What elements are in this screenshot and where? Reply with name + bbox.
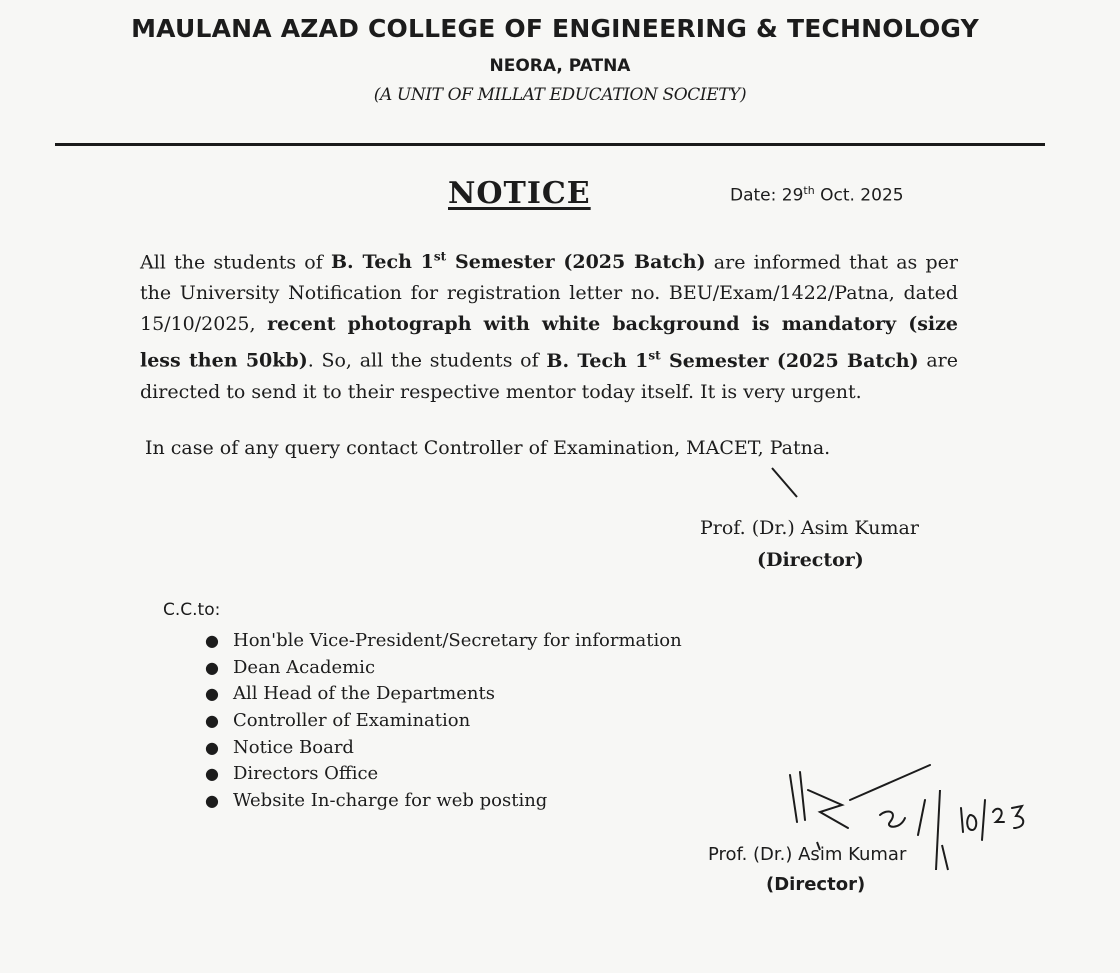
handwritten-date-icon bbox=[961, 800, 1023, 840]
list-item: ● Dean Academic bbox=[205, 655, 682, 682]
list-item: ● Hon'ble Vice-President/Secretary for information bbox=[205, 628, 682, 655]
bullet-icon: ● bbox=[205, 657, 219, 677]
signature-scribble-icon bbox=[790, 765, 930, 835]
body-part-g: B. Tech 1st Semester (2025 Batch) bbox=[546, 348, 919, 372]
bullet-icon: ● bbox=[205, 711, 219, 731]
list-item: ● All Head of the Departments bbox=[205, 681, 682, 708]
bullet-icon: ● bbox=[205, 764, 219, 784]
query-text: In case of any query contact Controller of Examination, MACET, Patna. bbox=[145, 437, 831, 459]
date-prefix: Date: 29 bbox=[730, 185, 804, 206]
list-item: ● Website In-charge for web posting bbox=[205, 788, 682, 815]
pen-stroke-icon bbox=[772, 468, 797, 497]
signatory-name-top: Prof. (Dr.) Asim Kumar bbox=[700, 517, 919, 539]
list-item: ● Directors Office bbox=[205, 761, 682, 788]
bullet-icon: ● bbox=[205, 737, 219, 757]
body-part-f: . So, all the students of bbox=[307, 349, 547, 372]
signature-bar-icon bbox=[936, 790, 948, 870]
notice-title: NOTICE bbox=[448, 176, 591, 211]
signatory-title-bottom: (Director) bbox=[766, 874, 866, 895]
list-item: ● Notice Board bbox=[205, 735, 682, 762]
body-part-a: All the students of bbox=[140, 251, 331, 274]
bullet-icon: ● bbox=[205, 631, 219, 650]
college-name: MAULANA AZAD COLLEGE OF ENGINEERING & TECHNOLOGY bbox=[131, 14, 979, 43]
date-sup: th bbox=[803, 184, 815, 197]
cc-label: C.C.to: bbox=[163, 600, 221, 620]
body-part-e: recent photograph with white background is mandatory (size less then 50kb) bbox=[140, 313, 959, 372]
body-part-b: B. Tech 1st Semester (2025 Batch) bbox=[330, 250, 706, 274]
body-part-d: are informed that as per the University Notification for registration letter no. BEU/Exam/1422/Patna, dated 15/10/2025, bbox=[140, 251, 958, 336]
college-location: NEORA, PATNA bbox=[489, 56, 631, 76]
date-suffix: Oct. 2025 bbox=[814, 185, 904, 206]
bullet-icon: ● bbox=[205, 791, 219, 811]
college-unit-line: (A UNIT OF MILLAT EDUCATION SOCIETY) bbox=[373, 85, 747, 105]
signatory-name-bottom: Prof. (Dr.) Asim Kumar bbox=[708, 844, 907, 865]
body-part-i: are directed to send it to their respective mentor today itself. It is very urgent. bbox=[140, 349, 958, 403]
list-item: ● Controller of Examination bbox=[205, 708, 682, 735]
bullet-icon: ● bbox=[205, 684, 219, 704]
signatory-title-top: (Director) bbox=[757, 549, 864, 571]
